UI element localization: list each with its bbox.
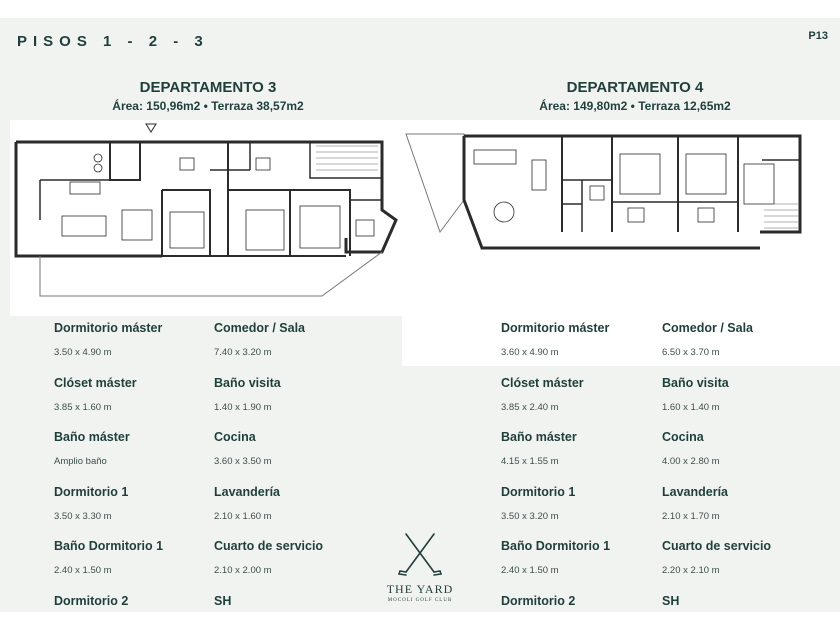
floor-plan-3-drawing (10, 120, 402, 316)
spec-item (662, 485, 822, 540)
spec-label: Baño máster (501, 430, 577, 444)
logo-name: THE YARD (386, 582, 454, 596)
spec-item (54, 376, 204, 431)
spec-item (214, 594, 364, 630)
spec-item (54, 430, 204, 485)
spec-label: Dormitorio 2 (501, 593, 576, 608)
spec-value: 3.85 x 1.60 m (54, 401, 112, 413)
spec-label: Baño máster (54, 430, 130, 444)
spec-value: 7.40 x 3.20 m (214, 347, 272, 358)
spec-label: Cuarto de servicio (214, 539, 324, 553)
spec-label: Dormitorio 1 (54, 484, 129, 499)
spec-item (214, 485, 364, 540)
spec-label: Comedor / Sala (214, 321, 305, 335)
spec-value: 2.10 x 2.00 m (214, 565, 272, 576)
spec-label: Comedor / Sala (662, 321, 753, 335)
spec-label: Lavandería (662, 484, 729, 499)
spec-label: Cocina (662, 430, 704, 444)
spec-label: Dormitorio máster (501, 321, 610, 335)
spec-label: Clóset máster (501, 375, 584, 390)
spec-value: 4.15 x 1.55 m (501, 456, 559, 467)
spec-item (501, 594, 651, 630)
spec-item (662, 594, 822, 630)
spec-item (662, 321, 822, 376)
spec-value: 3.50 x 3.20 m (501, 510, 559, 522)
spec-value: 2.40 x 1.50 m (54, 565, 112, 576)
spec-label: Dormitorio 2 (54, 593, 129, 608)
departamento-3-area: Área: 150,96m2 • Terraza 38,57m2 (112, 99, 304, 113)
spec-item (501, 430, 651, 485)
spec-label: Baño Dormitorio 1 (501, 539, 611, 553)
page-number: P13 (808, 30, 828, 42)
spec-value: 1.60 x 1.40 m (662, 401, 720, 413)
spec-value: Amplio baño (54, 456, 107, 467)
departamento-4-area: Área: 149,80m2 • Terraza 12,65m2 (539, 99, 731, 113)
departamento-4-specs-column-2 (662, 321, 822, 630)
spec-value: 3.50 x 4.90 m (54, 347, 112, 358)
departamento-3-specs-column-1 (54, 321, 204, 630)
spec-item (501, 539, 651, 594)
departamento-4-specs-column-1 (501, 321, 651, 630)
spec-value: 3.85 x 2.40 m (501, 401, 559, 413)
departamento-3-specs-column-2 (214, 321, 364, 630)
spec-item (214, 430, 364, 485)
spec-label: Dormitorio 1 (501, 484, 576, 499)
spec-item (54, 321, 204, 376)
spec-label: Clóset máster (54, 375, 137, 390)
departamento-4-title: DEPARTAMENTO 4 (566, 79, 704, 96)
spec-item (54, 539, 204, 594)
floors-title: PISOS 1 - 2 - 3 (17, 33, 209, 50)
departamento-3-floor-plan (10, 120, 402, 316)
spec-value: 3.60 x 3.50 m (214, 456, 272, 467)
top-margin (0, 0, 840, 18)
spec-value: 6.50 x 3.70 m (662, 347, 720, 358)
spec-item (214, 539, 364, 594)
spec-item (662, 376, 822, 431)
spec-label: Lavandería (214, 484, 281, 499)
spec-item (501, 485, 651, 540)
spec-item (214, 321, 364, 376)
spec-item (501, 376, 651, 431)
spec-label: Baño Dormitorio 1 (54, 539, 164, 553)
spec-value: 3.60 x 4.90 m (501, 347, 559, 358)
spec-value: 2.40 x 1.50 m (501, 565, 559, 576)
spec-label: Cuarto de servicio (662, 539, 772, 553)
spec-item (501, 321, 651, 376)
spec-value: 4.00 x 2.80 m (662, 456, 720, 467)
crossed-golf-clubs-icon (390, 530, 450, 580)
spec-label: Baño visita (662, 375, 729, 390)
spec-label: Baño visita (214, 375, 281, 390)
the-yard-logo (372, 530, 468, 612)
spec-label: SH (662, 593, 680, 608)
spec-item (54, 485, 204, 540)
spec-value: 2.20 x 2.10 m (662, 565, 720, 576)
spec-item (662, 430, 822, 485)
departamento-3-title: DEPARTAMENTO 3 (139, 79, 277, 96)
spec-label: Cocina (214, 430, 256, 444)
spec-label: Dormitorio máster (54, 321, 163, 335)
spec-label: SH (214, 593, 232, 608)
logo-subtitle: MOCOLI GOLF CLUB (387, 598, 453, 603)
spec-value: 1.40 x 1.90 m (214, 401, 272, 413)
spec-item (54, 594, 204, 630)
spec-value: 2.10 x 1.70 m (662, 510, 720, 522)
spec-value: 3.50 x 3.30 m (54, 510, 112, 522)
spec-item (214, 376, 364, 431)
spec-value: 2.10 x 1.60 m (214, 510, 272, 522)
spec-item (662, 539, 822, 594)
